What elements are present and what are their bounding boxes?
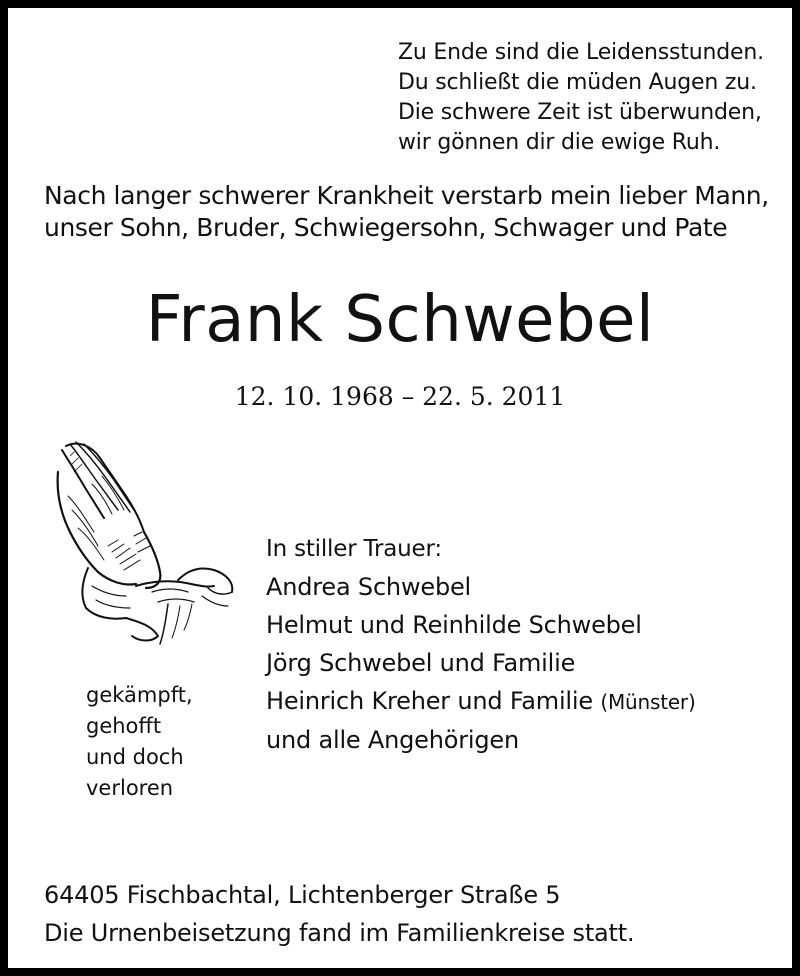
mourners-list xyxy=(266,530,696,759)
poem xyxy=(398,38,764,158)
mourner-name: Helmut und Reinhilde Schwebel xyxy=(266,611,642,639)
mourner-name: Jörg Schwebel und Familie xyxy=(266,649,576,677)
poem-line: Die schwere Zeit ist überwunden, xyxy=(398,100,762,125)
intro-line: Nach langer schwerer Krankheit verstarb mein lieber Mann, xyxy=(44,181,769,210)
mourners-heading: In stiller Trauer: xyxy=(266,536,442,562)
poem-line: Zu Ende sind die Leidensstunden. xyxy=(398,40,764,65)
mourner-name: und alle Angehörigen xyxy=(266,726,519,754)
mourner-name: Andrea Schwebel xyxy=(266,573,472,601)
motto-line: und doch xyxy=(86,745,184,769)
address: 64405 Fischbachtal, Lichtenberger Straße 5 xyxy=(44,881,561,909)
motto-line: gehofft xyxy=(86,714,162,738)
mourner-name-row xyxy=(266,682,696,721)
life-dates: 12. 10. 1968 – 22. 5. 2011 xyxy=(234,382,566,411)
intro-text xyxy=(44,180,769,244)
praying-hands-icon xyxy=(48,436,238,651)
poem-line: wir gönnen dir die ewige Ruh. xyxy=(398,130,721,155)
deceased-name: Frank Schwebel xyxy=(145,283,655,357)
burial-note: Die Urnenbeisetzung fand im Familienkreise statt. xyxy=(44,919,635,947)
poem-line: Du schließt die müden Augen zu. xyxy=(398,70,757,95)
mourner-location: (Münster) xyxy=(600,690,696,714)
motto xyxy=(86,680,193,804)
footer xyxy=(44,876,634,952)
motto-line: gekämpft, xyxy=(86,683,193,707)
motto-line: verloren xyxy=(86,776,174,800)
mourner-name: Heinrich Kreher und Familie xyxy=(266,687,593,715)
intro-line: unser Sohn, Bruder, Schwiegersohn, Schwager und Pate xyxy=(44,213,728,242)
